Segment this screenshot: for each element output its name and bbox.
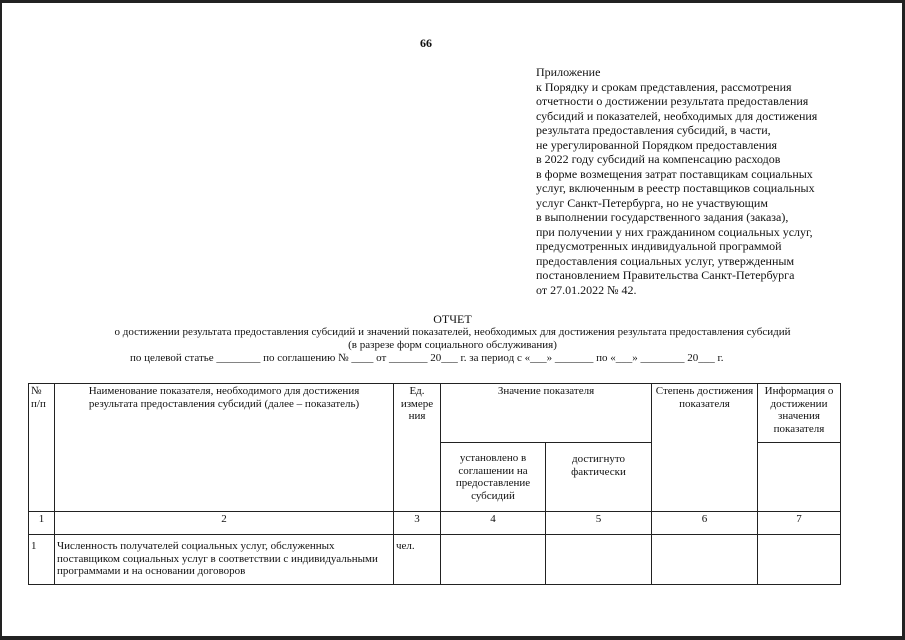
column-number: 6 — [652, 512, 758, 535]
header-num: № п/п — [29, 384, 55, 512]
report-subtitle-forms: (в разрезе форм социального обслуживания) — [348, 339, 557, 351]
header-degree: Степень достижения показателя — [652, 384, 758, 512]
table-row — [29, 535, 841, 585]
scan-border-top — [0, 0, 905, 3]
row-info — [758, 535, 841, 585]
appendix-line: Приложение — [536, 65, 601, 79]
column-number: 3 — [394, 512, 441, 535]
appendix-line: отчетности о достижении результата предоставления — [536, 94, 809, 108]
header-name: Наименование показателя, необходимого для достижения результата предоставления субсидий (далее – показатель) — [55, 384, 394, 512]
row-unit: чел. — [394, 535, 441, 585]
appendix-line: субсидий и показателей, необходимых для достижения — [536, 108, 818, 123]
appendix-line: предоставления социальных услуг, утвержденным — [536, 253, 795, 268]
column-number: 1 — [29, 512, 55, 535]
report-period-line: по целевой статье ________ по соглашению № ____ от _______ 20___ г. за период с «___» _______ по «___» ________ 20___ г. — [130, 352, 724, 364]
row-actual — [546, 535, 652, 585]
appendix-line: результата предоставления субсидий, в части, — [536, 123, 771, 137]
row-degree — [652, 535, 758, 585]
indicators-table — [28, 383, 841, 585]
appendix-line: постановлением Правительства Санкт-Петербурга — [536, 268, 795, 282]
appendix-line: предусмотренных индивидуальной программой — [536, 239, 782, 253]
header-info-blank — [758, 443, 841, 512]
appendix-line: в форме возмещения затрат поставщикам социальных — [536, 166, 813, 181]
appendix-line: в выполнении государственного задания (заказа), — [536, 210, 789, 224]
header-value-planned: установлено в соглашении на предоставление субсидий — [441, 443, 546, 512]
column-number: 4 — [441, 512, 546, 535]
header-value-actual: достигнуто фактически — [546, 443, 652, 512]
report-subtitle: о достижении результата предоставления субсидий и значений показателей, необходимых для достижения результата предоставления субсидий — [114, 326, 791, 338]
column-number: 5 — [546, 512, 652, 535]
appendix-line: при получении у них гражданином социальных услуг, — [536, 224, 813, 239]
appendix-line: к Порядку и срокам представления, рассмотрения — [536, 79, 792, 94]
header-value: Значение показателя — [441, 384, 652, 443]
row-num: 1 — [29, 535, 55, 585]
row-name: Численность получателей социальных услуг, обслуженных поставщиком социальных услуг в соответствии с индивидуальными программами и на основании договоров — [55, 535, 394, 585]
appendix-line: услуг, включенным в реестр поставщиков социальных — [536, 181, 815, 195]
page-number: 66 — [420, 36, 432, 50]
appendix-line: в 2022 году субсидий на компенсацию расходов — [536, 152, 781, 166]
report-title: ОТЧЕТ — [433, 312, 472, 326]
column-number: 7 — [758, 512, 841, 535]
appendix-block — [536, 65, 876, 297]
column-number: 2 — [55, 512, 394, 535]
appendix-line: услуг Санкт-Петербурга, но не участвующим — [536, 195, 768, 210]
header-unit: Ед. измере ния — [394, 384, 441, 512]
scan-border-bottom — [0, 636, 905, 640]
appendix-line: не урегулированной Порядком предоставления — [536, 137, 778, 152]
appendix-line: от 27.01.2022 № 42. — [536, 282, 637, 297]
row-planned — [441, 535, 546, 585]
header-info: Информация о достижении значения показателя — [758, 384, 841, 443]
